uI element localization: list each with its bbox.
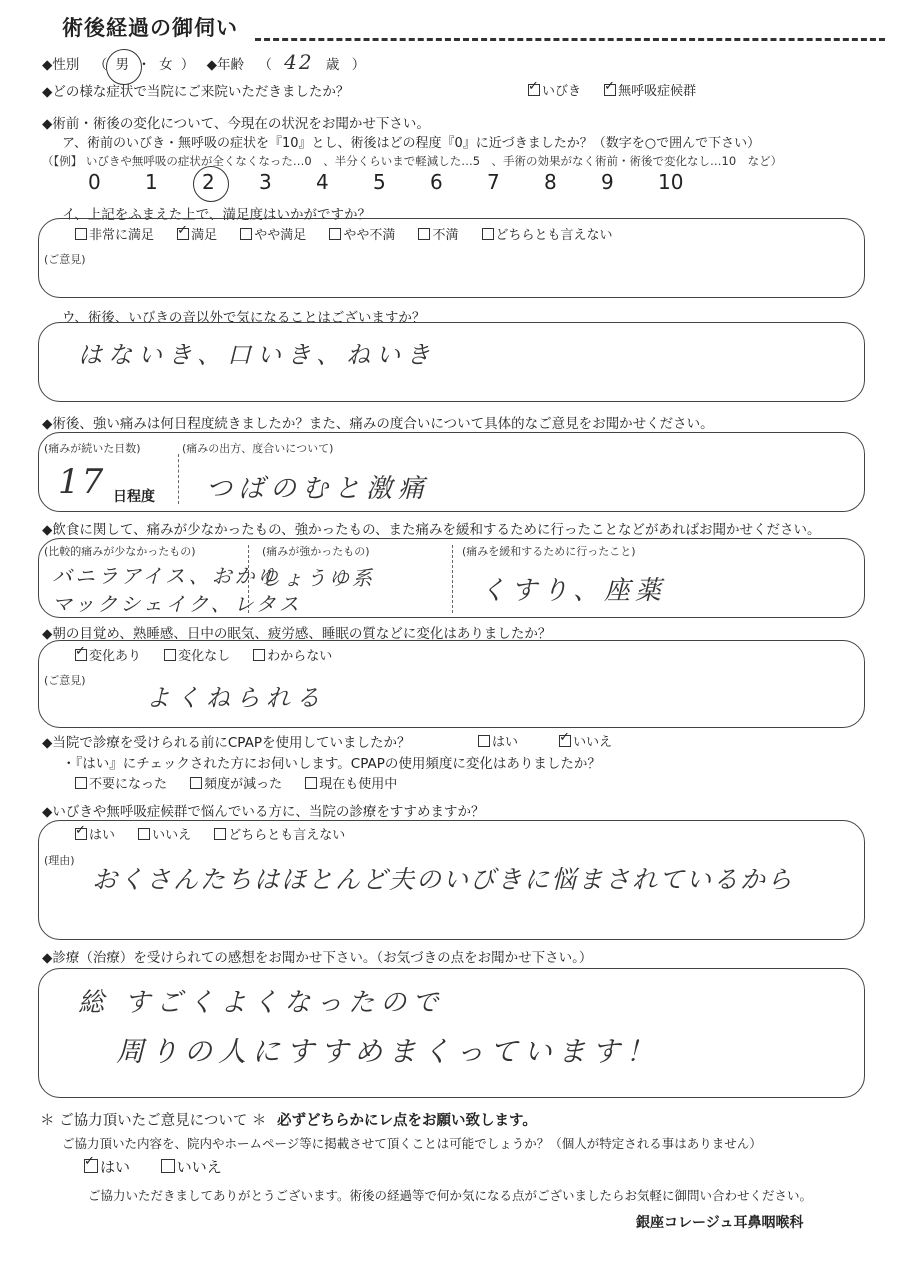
food-strong-label: (痛みが強かったもの) — [262, 545, 370, 558]
checkbox[interactable] — [482, 228, 494, 240]
satisfaction-option-dissatisfied[interactable] — [418, 224, 458, 243]
checkbox[interactable] — [329, 228, 341, 240]
checkbox[interactable] — [164, 649, 176, 661]
pain-box — [38, 432, 865, 512]
gender-male-option[interactable]: 男 — [115, 53, 129, 73]
option-label: いいえ — [152, 828, 192, 843]
other-question: ウ、術後、いびきの音以外で気になることはございますか？ — [62, 310, 426, 326]
satisfaction-option-somewhat-dissatisfied[interactable] — [329, 224, 395, 243]
option-label: 満足 — [191, 228, 218, 243]
age-unit: 歳 — [325, 57, 340, 73]
food-question: ◆飲食に関して、痛みが少なかったもの、強かったもの、また痛みを緩和するために行ったことなどがあればお聞かせください。 — [42, 522, 821, 538]
cpap-option-no[interactable] — [559, 731, 612, 750]
satisfaction-opinion-label: (ご意見) — [44, 253, 86, 266]
cpap-sub-option-reduced[interactable] — [190, 773, 282, 792]
symptom-option-apnea[interactable] — [604, 80, 696, 99]
recommend-option-no[interactable] — [138, 824, 191, 843]
checkbox[interactable] — [161, 1159, 175, 1173]
cpap-question: ◆当院で診療を受けられる前にCPAPを使用していましたか？ — [42, 735, 411, 751]
cpap-option-yes[interactable] — [478, 731, 518, 750]
food-less-answer-1[interactable]: バニラアイス、おかゆ — [52, 564, 281, 588]
scale-7[interactable]: 7 — [487, 170, 500, 194]
recommend-question: ◆いびきや無呼吸症候群で悩んでいる方に、当院の診療をすすめますか？ — [42, 804, 485, 820]
age-label: ◆年齢 — [206, 57, 245, 73]
checkbox[interactable] — [75, 777, 87, 789]
option-label: どちらとも言えない — [228, 828, 346, 843]
checkbox[interactable] — [214, 828, 226, 840]
title-divider — [255, 38, 885, 41]
scale-10[interactable]: 10 — [658, 170, 684, 194]
option-label: はい — [100, 1158, 131, 1176]
pain-detail-answer[interactable]: つばのむと激痛 — [206, 474, 431, 504]
gender-label: ◆性別 — [42, 57, 80, 73]
option-label: 無呼吸症候群 — [618, 84, 697, 99]
food-divider-2 — [452, 545, 453, 613]
food-less-label: (比較的痛みが少なかったもの) — [44, 545, 196, 558]
satisfaction-question: イ、上記をふまえた上で、満足度はいかがですか？ — [62, 207, 372, 223]
recommend-option-neutral[interactable] — [214, 824, 345, 843]
pain-divider — [178, 454, 179, 504]
food-relief-label: (痛みを緩和するために行ったこと) — [462, 545, 636, 558]
option-label: 不要になった — [89, 777, 168, 792]
symptom-question: ◆どの様な症状で当院にご来院いただきましたか？ — [42, 84, 350, 100]
morning-option-unknown[interactable] — [253, 645, 332, 664]
morning-opinion-label: (ご意見) — [44, 674, 86, 687]
checkbox[interactable] — [604, 84, 616, 96]
pain-detail-label: (痛みの出方、度合いについて) — [182, 442, 334, 455]
checkbox[interactable] — [559, 735, 571, 747]
option-label: 不満 — [432, 228, 459, 243]
thanks-text: ご協力いただきましてありがとうございます。術後の経過等で何か気になる点がございましたらお気軽に御問い合わせください。 — [88, 1188, 813, 1203]
gender-dot: ・ — [137, 57, 151, 73]
scale-1[interactable]: 1 — [145, 170, 158, 194]
morning-option-unchanged[interactable] — [164, 645, 230, 664]
impression-question: ◆診療（治療）を受けられての感想をお聞かせ下さい。（お気づきの点をお聞かせ下さい。） — [42, 950, 593, 966]
option-label: いいえ — [573, 735, 613, 750]
checkbox[interactable] — [305, 777, 317, 789]
gender-row — [42, 50, 365, 74]
morning-answer[interactable]: よくねられる — [146, 684, 326, 712]
scale-0[interactable]: 0 — [88, 170, 101, 194]
scale-2-selected[interactable]: 2 — [202, 170, 259, 194]
food-relief-answer[interactable]: くすり、座薬 — [480, 576, 667, 606]
consent-option-yes[interactable] — [84, 1156, 130, 1177]
change-question: ア、術前のいびき・無呼吸の症状を『10』とし、術後はどの程度『0』に近づきましたか？（数字を○で囲んで下さい） — [62, 136, 761, 151]
checkbox[interactable] — [177, 228, 189, 240]
option-label: やや満足 — [254, 228, 307, 243]
impression-answer-1[interactable]: 総 すごくよくなったので — [78, 988, 445, 1018]
checkbox[interactable] — [84, 1159, 98, 1173]
clinic-name: 銀座コレージュ耳鼻咽喉科 — [636, 1215, 804, 1231]
consent-heading — [40, 1109, 537, 1130]
option-label: いいえ — [176, 1158, 222, 1176]
gender-open: （ — [93, 57, 108, 73]
scale-4[interactable]: 4 — [316, 170, 329, 194]
checkbox[interactable] — [418, 228, 430, 240]
checkbox[interactable] — [138, 828, 150, 840]
option-label: どちらとも言えない — [495, 228, 613, 243]
symptom-options — [528, 80, 714, 99]
cpap-options — [478, 731, 630, 750]
consent-option-no[interactable] — [161, 1156, 222, 1177]
option-label: 現在も使用中 — [319, 777, 398, 792]
pain-days-unit: 日程度 — [113, 489, 155, 505]
option-label: 頻度が減った — [204, 777, 283, 792]
recommend-reason-label: (理由) — [44, 854, 75, 867]
change-scale — [88, 170, 715, 194]
scale-6[interactable]: 6 — [430, 170, 443, 194]
option-label: 変化あり — [89, 649, 142, 664]
morning-question: ◆朝の目覚め、熟睡感、日中の眠気、疲労感、睡眠の質などに変化はありましたか？ — [42, 626, 552, 642]
consent-heading-1: ＊ ご協力頂いたご意見について ＊ — [40, 1113, 267, 1129]
gender-close: ） — [180, 57, 195, 73]
satisfaction-option-neutral[interactable] — [482, 224, 613, 243]
other-answer[interactable]: はないき、口いき、ねいき — [78, 341, 437, 369]
option-label: はい — [89, 828, 116, 843]
consent-options — [84, 1156, 240, 1177]
consent-question: ご協力頂いた内容を、院内やホームページ等に掲載させて頂くことは可能でしょうか？（個人が特定される事はありません） — [62, 1136, 762, 1151]
option-label: はい — [492, 735, 519, 750]
change-example: （【例】 いびきや無呼吸の症状が全くなくなった…0 、半分くらいまで軽減した…5 、手術の効果がなく術前・術後で変化なし…10 など） — [42, 154, 783, 168]
checkbox[interactable] — [75, 828, 87, 840]
checkbox[interactable] — [253, 649, 265, 661]
option-label: やや不満 — [343, 228, 396, 243]
change-intro: ◆術前・術後の変化について、今現在の状況をお聞かせ下さい。 — [42, 116, 430, 132]
satisfaction-options — [75, 224, 631, 243]
recommend-answer[interactable]: おくさんたちはほとんど夫のいびきに悩まされているから — [92, 865, 795, 894]
option-label: 非常に満足 — [89, 228, 155, 243]
scale-9[interactable]: 9 — [601, 170, 614, 194]
checkbox[interactable] — [478, 735, 490, 747]
age-open: （ — [258, 57, 272, 73]
cpap-sub-question: ・『はい』にチェックされた方にお伺いします。CPAPの使用頻度に変化はありましたか？ — [62, 756, 601, 772]
recommend-option-yes[interactable] — [75, 824, 115, 843]
satisfaction-option-very[interactable] — [75, 224, 154, 243]
morning-options — [75, 645, 350, 664]
satisfaction-option-somewhat[interactable] — [240, 224, 306, 243]
page-title: 術後経過の御伺い — [62, 16, 238, 40]
scale-3[interactable]: 3 — [259, 170, 272, 194]
scale-5[interactable]: 5 — [373, 170, 386, 194]
option-label: わからない — [267, 649, 333, 664]
checkbox[interactable] — [190, 777, 202, 789]
age-value[interactable]: 42 — [284, 50, 314, 74]
age-close: ） — [351, 57, 366, 73]
satisfaction-option-satisfied[interactable] — [177, 224, 217, 243]
option-label: 変化なし — [178, 649, 231, 664]
cpap-sub-options — [75, 773, 415, 792]
option-label: いびき — [542, 84, 582, 99]
checkbox[interactable] — [75, 649, 87, 661]
gender-female-option[interactable]: 女 — [159, 57, 173, 73]
consent-heading-2: 必ずどちらかにレ点をお願い致します。 — [277, 1113, 537, 1129]
symptom-option-snoring[interactable] — [528, 80, 581, 99]
impression-answer-2[interactable]: 周りの人にすすめまくっています！ — [116, 1035, 660, 1068]
checkbox[interactable] — [528, 84, 540, 96]
checkbox[interactable] — [75, 228, 87, 240]
morning-option-changed[interactable] — [75, 645, 141, 664]
scale-8[interactable]: 8 — [544, 170, 557, 194]
pain-days-value[interactable]: 17 — [58, 462, 106, 502]
recommend-options — [75, 824, 363, 843]
cpap-sub-option-still-using[interactable] — [305, 773, 397, 792]
food-strong-answer[interactable]: しょうゆ系 — [260, 566, 375, 590]
pain-days-label: (痛みが続いた日数) — [44, 442, 141, 455]
checkbox[interactable] — [240, 228, 252, 240]
food-less-answer-2[interactable]: マックシェイク、レタス — [52, 592, 302, 616]
cpap-sub-option-unneeded[interactable] — [75, 773, 167, 792]
pain-question: ◆術後、強い痛みは何日程度続きましたか？また、痛みの度合いについて具体的なご意見をお聞かせください。 — [42, 416, 714, 432]
